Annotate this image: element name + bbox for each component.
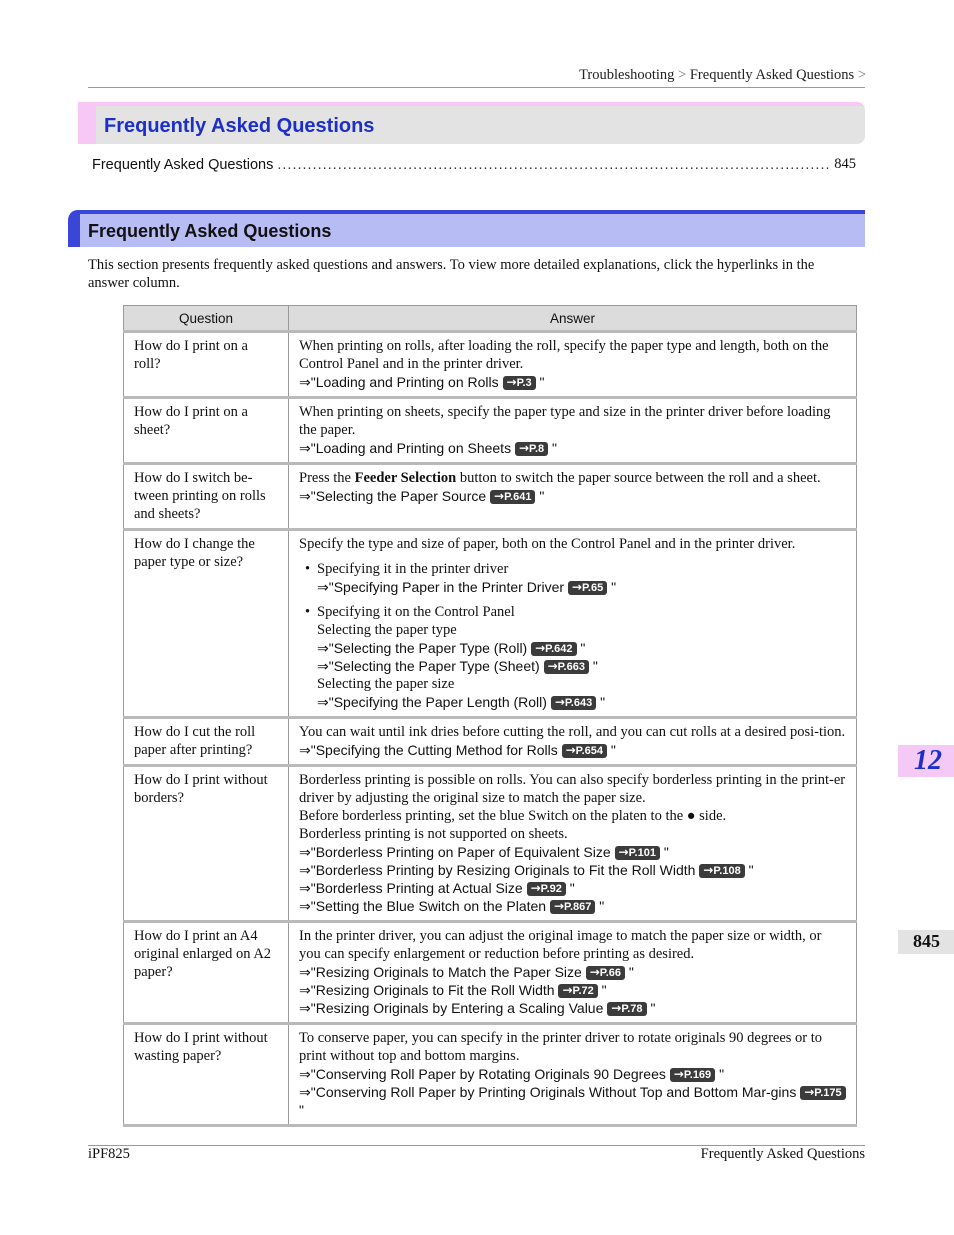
table-row <box>124 332 857 398</box>
page-reference-badge[interactable] <box>562 744 607 758</box>
link-text[interactable]: "Conserving Roll Paper by Printing Originals Without Top and Bottom Mar-gins <box>310 1084 797 1100</box>
answer-text: Borderless printing is possible on rolls. You can also specify borderless printing in the print-er driver by adjusting the original size to match the paper size. <box>299 772 846 806</box>
page-reference-badge[interactable] <box>699 864 744 878</box>
table-row <box>124 766 857 922</box>
page-number-tab <box>898 930 954 954</box>
link-close-quote: " <box>610 742 616 758</box>
link-close-quote: " <box>299 1102 304 1118</box>
answer-link[interactable] <box>317 693 846 711</box>
badge-page: P.867 <box>564 901 592 913</box>
page-reference-badge[interactable] <box>670 1068 715 1082</box>
section-banner <box>68 210 865 247</box>
answer-cell <box>289 766 857 922</box>
answer-link[interactable] <box>299 741 846 759</box>
badge-page: P.663 <box>557 661 585 673</box>
link-arrow-icon: ⇒ <box>299 440 311 456</box>
toc-leader-dots <box>277 157 830 173</box>
link-text[interactable]: "Resizing Originals by Entering a Scaling Value <box>310 1000 604 1016</box>
link-close-quote: " <box>552 440 557 456</box>
badge-page: P.8 <box>529 443 545 455</box>
answer-text: To conserve paper, you can specify in the printer driver to rotate originals 90 degrees or to print without top and bottom margins. <box>299 1030 823 1064</box>
link-arrow-icon: ⇒ <box>317 579 329 595</box>
answer-cell <box>289 464 857 530</box>
answer-link[interactable] <box>299 999 846 1017</box>
right-arrow-icon: → <box>571 580 582 594</box>
breadcrumb-faq[interactable]: Frequently Asked Questions <box>689 67 855 83</box>
page-reference-badge[interactable] <box>490 490 535 504</box>
toc-page-number[interactable]: 845 <box>834 156 856 172</box>
right-arrow-icon: → <box>547 659 558 673</box>
chapter-banner <box>78 102 865 144</box>
link-close-quote: " <box>580 640 586 656</box>
answer-link[interactable] <box>299 1083 846 1119</box>
answer-text: Before borderless printing, set the blue Switch on the platen to the ● side. <box>299 808 727 824</box>
question-cell: How do I print on a roll? <box>124 332 289 398</box>
page-reference-badge[interactable] <box>503 376 536 390</box>
answer-link[interactable] <box>299 861 846 879</box>
link-arrow-icon: ⇒ <box>299 844 311 860</box>
page-reference-badge[interactable] <box>527 882 566 896</box>
answer-link[interactable] <box>299 897 846 915</box>
link-close-quote: " <box>599 898 605 914</box>
answer-link[interactable] <box>299 487 846 505</box>
answer-text: Specify the type and size of paper, both on the Control Panel and in the printer driver. <box>299 536 796 552</box>
question-cell: How do I change the paper type or size? <box>124 530 289 718</box>
answer-link[interactable] <box>299 981 846 999</box>
right-arrow-icon: → <box>611 1001 622 1015</box>
bullet-icon: • <box>305 604 311 620</box>
link-close-quote: " <box>719 1066 725 1082</box>
link-text[interactable]: "Specifying the Paper Length (Roll) <box>328 694 547 710</box>
section-banner-accent-top <box>68 210 865 214</box>
toc-entry[interactable] <box>92 156 856 173</box>
table-row <box>124 922 857 1024</box>
page-reference-badge[interactable] <box>551 696 596 710</box>
right-arrow-icon: → <box>565 743 576 757</box>
question-cell: How do I print an A4 original enlarged on A2 paper? <box>124 922 289 1024</box>
table-row <box>124 464 857 530</box>
badge-page: P.66 <box>599 967 621 979</box>
bullet-text: Specifying it on the Control Panel <box>317 604 515 620</box>
right-arrow-icon: → <box>804 1085 815 1099</box>
page-reference-badge[interactable] <box>515 442 548 456</box>
badge-page: P.72 <box>572 985 594 997</box>
right-arrow-icon: → <box>530 881 541 895</box>
right-arrow-icon: → <box>618 845 629 859</box>
bullet-item <box>299 560 846 596</box>
link-close-quote: " <box>539 374 545 390</box>
question-cell: How do I switch be-tween printing on rolls and sheets? <box>124 464 289 530</box>
answer-link[interactable] <box>299 843 846 861</box>
section-title: Frequently Asked Questions <box>88 221 332 241</box>
answer-link[interactable] <box>317 578 846 596</box>
question-cell: How do I print without borders? <box>124 766 289 922</box>
breadcrumb-separator: > <box>678 67 687 83</box>
answer-link[interactable] <box>299 439 846 457</box>
link-arrow-icon: ⇒ <box>299 1084 311 1100</box>
right-arrow-icon: → <box>518 441 530 455</box>
header-divider <box>88 87 865 88</box>
column-header-answer: Answer <box>289 306 857 332</box>
banner-accent-top <box>78 102 865 106</box>
chapter-title: Frequently Asked Questions <box>104 115 375 137</box>
link-text[interactable]: "Setting the Blue Switch on the Platen <box>310 898 547 914</box>
answer-link[interactable] <box>317 639 846 657</box>
answer-text: Borderless printing is not supported on sheets. <box>299 826 568 842</box>
toc-entry-label[interactable]: Frequently Asked Questions <box>92 157 274 173</box>
link-text[interactable]: "Borderless Printing at Actual Size <box>310 880 523 896</box>
badge-page: P.65 <box>581 582 604 594</box>
chapter-tab[interactable] <box>898 744 954 777</box>
question-cell: How do I print on a sheet? <box>124 398 289 464</box>
link-close-quote: " <box>600 694 606 710</box>
bullet-item <box>299 603 846 711</box>
link-close-quote: " <box>650 1000 656 1016</box>
link-arrow-icon: ⇒ <box>299 898 311 914</box>
link-close-quote: " <box>611 579 617 595</box>
question-cell: How do I cut the roll paper after printing? <box>124 718 289 766</box>
answer-text: When printing on rolls, after loading the roll, specify the paper type and length, both on the Control Panel and in the printer driver. <box>299 338 829 372</box>
question-cell: How do I print without wasting paper? <box>124 1024 289 1126</box>
page-reference-badge[interactable] <box>550 900 595 914</box>
answer-link[interactable] <box>299 1065 846 1083</box>
footer-model-name: iPF825 <box>88 1146 130 1162</box>
link-text[interactable]: "Specifying Paper in the Printer Driver <box>328 579 565 595</box>
answer-cell <box>289 718 857 766</box>
answer-text-pre: Press the <box>299 470 351 486</box>
link-arrow-icon: ⇒ <box>299 374 311 390</box>
answer-text: You can wait until ink dries before cutting the roll, and you can cut rolls at a desired posi-tion. <box>299 724 846 740</box>
link-arrow-icon: ⇒ <box>299 742 311 758</box>
bullet-text: Specifying it in the printer driver <box>317 561 509 577</box>
right-arrow-icon: → <box>562 983 573 997</box>
link-text[interactable]: "Selecting the Paper Type (Sheet) <box>328 658 540 674</box>
right-arrow-icon: → <box>703 863 714 877</box>
link-arrow-icon: ⇒ <box>317 694 329 710</box>
right-arrow-icon: → <box>535 641 546 655</box>
link-arrow-icon: ⇒ <box>299 880 311 896</box>
section-intro: This section presents frequently asked questions and answers. To view more detailed explanations, click the hyperlinks in the answer column. <box>88 257 815 291</box>
answer-link[interactable] <box>317 657 846 675</box>
right-arrow-icon: → <box>554 695 565 709</box>
link-text[interactable]: "Loading and Printing on Sheets <box>310 440 512 456</box>
link-text[interactable]: "Borderless Printing on Paper of Equivalent Size <box>310 844 611 860</box>
page-reference-badge[interactable] <box>544 660 589 674</box>
badge-page: P.642 <box>545 643 573 655</box>
link-text[interactable]: "Selecting the Paper Source <box>310 488 487 504</box>
answer-cell <box>289 332 857 398</box>
footer-section-name: Frequently Asked Questions <box>700 1146 865 1162</box>
link-close-quote: " <box>569 880 575 896</box>
answer-cell <box>289 1024 857 1126</box>
table-header-row <box>124 306 857 332</box>
link-arrow-icon: ⇒ <box>317 658 329 674</box>
link-close-quote: " <box>592 658 598 674</box>
badge-page: P.108 <box>713 865 741 877</box>
table-row <box>124 530 857 718</box>
link-close-quote: " <box>748 862 754 878</box>
right-arrow-icon: → <box>553 899 565 913</box>
breadcrumb-separator-end: > <box>857 67 866 83</box>
link-arrow-icon: ⇒ <box>299 862 311 878</box>
link-close-quote: " <box>601 982 607 998</box>
badge-page: P.643 <box>564 697 593 709</box>
link-text[interactable]: "Conserving Roll Paper by Rotating Originals 90 Degrees <box>310 1066 666 1082</box>
link-arrow-icon: ⇒ <box>299 1000 311 1016</box>
link-close-quote: " <box>628 964 634 980</box>
answer-cell <box>289 922 857 1024</box>
table-row <box>124 398 857 464</box>
link-arrow-icon: ⇒ <box>299 488 311 504</box>
page-reference-badge[interactable] <box>531 642 576 656</box>
link-text[interactable]: "Loading and Printing on Rolls <box>310 374 499 390</box>
link-text[interactable]: "Borderless Printing by Resizing Originals to Fit the Roll Width <box>310 862 696 878</box>
answer-text <box>299 469 846 487</box>
link-arrow-icon: ⇒ <box>299 1066 311 1082</box>
right-arrow-icon: → <box>506 375 517 389</box>
page-reference-badge[interactable] <box>586 966 625 980</box>
link-text[interactable]: "Selecting the Paper Type (Roll) <box>328 640 528 656</box>
answer-cell <box>289 398 857 464</box>
link-text[interactable]: "Specifying the Cutting Method for Rolls <box>310 742 558 758</box>
badge-page: P.654 <box>575 745 603 757</box>
answer-text: When printing on sheets, specify the paper type and size in the printer driver before loading the paper. <box>299 404 831 438</box>
badge-page: P.169 <box>683 1069 712 1081</box>
link-text[interactable]: "Resizing Originals to Match the Paper Size <box>310 964 582 980</box>
page-number: 845 <box>913 931 940 951</box>
link-text[interactable]: "Resizing Originals to Fit the Roll Width <box>310 982 555 998</box>
page-reference-badge[interactable] <box>615 846 660 860</box>
badge-page: P.101 <box>628 847 656 859</box>
right-arrow-icon: → <box>589 965 600 979</box>
badge-page: P.92 <box>540 883 562 895</box>
link-close-quote: " <box>539 488 545 504</box>
breadcrumb <box>579 67 866 84</box>
table-row <box>124 1024 857 1126</box>
page-reference-badge[interactable] <box>558 984 597 998</box>
sub-heading: Selecting the paper size <box>317 676 455 692</box>
answer-link[interactable] <box>299 879 846 897</box>
right-arrow-icon: → <box>673 1067 684 1081</box>
feeder-selection-button-name: Feeder Selection <box>354 470 457 486</box>
column-header-question: Question <box>124 306 289 332</box>
badge-page: P.3 <box>516 377 532 389</box>
breadcrumb-troubleshooting[interactable]: Troubleshooting <box>579 67 675 83</box>
answer-text-post: button to switch the paper source between the roll and a sheet. <box>459 470 821 486</box>
page-reference-badge[interactable] <box>568 581 607 595</box>
badge-page: P.78 <box>621 1003 643 1015</box>
answer-cell <box>289 530 857 718</box>
faq-table <box>123 305 857 1127</box>
sub-heading: Selecting the paper type <box>317 622 457 638</box>
right-arrow-icon: → <box>494 489 505 503</box>
chapter-number: 12 <box>914 745 942 776</box>
link-arrow-icon: ⇒ <box>299 982 311 998</box>
banner-accent-left <box>78 102 96 144</box>
page-reference-badge[interactable] <box>800 1086 845 1100</box>
link-arrow-icon: ⇒ <box>299 964 311 980</box>
link-arrow-icon: ⇒ <box>317 640 329 656</box>
badge-page: P.641 <box>504 491 532 503</box>
badge-page: P.175 <box>814 1087 842 1099</box>
answer-link[interactable] <box>299 963 846 981</box>
bullet-icon: • <box>305 561 311 577</box>
answer-text: In the printer driver, you can adjust the original image to match the paper size or width, or you can specify enlargement or reduction before printing as desired. <box>299 928 822 962</box>
section-banner-accent-left <box>68 210 80 247</box>
link-close-quote: " <box>663 844 669 860</box>
table-row <box>124 718 857 766</box>
page-reference-badge[interactable] <box>607 1002 646 1016</box>
answer-link[interactable] <box>299 373 846 391</box>
